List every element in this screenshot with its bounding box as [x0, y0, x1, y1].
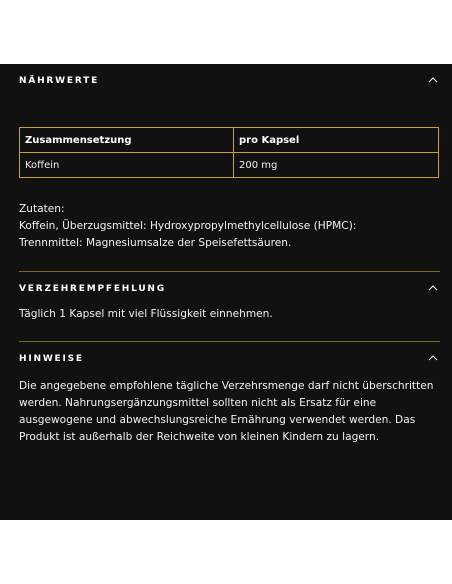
chevron-up-icon[interactable]: [426, 73, 440, 87]
section-naehrwerte-header[interactable]: [19, 64, 440, 102]
chevron-up-icon[interactable]: [426, 351, 440, 365]
table-header-cell: Zusammensetzung: [20, 128, 234, 153]
table-cell: Koffein: [20, 153, 234, 178]
hinweise-text: Die angegebene empfohlene tägliche Verzehrsmenge darf nicht überschritten werden. Nahrungsergänzungsmittel sollten nicht als Ersatz für eine ausgewogene und abwechslungsreiche Ernährung verwendet werden. Das Produkt ist außerhalb der Reichweite von kleinen Kindern zu lagern.: [19, 380, 434, 443]
table-cell: 200 mg: [234, 153, 439, 178]
chevron-up-icon[interactable]: [426, 281, 440, 295]
nutrition-table: [19, 127, 439, 178]
section-hinweise-title: HINWEISE: [19, 354, 84, 364]
ingredients-line: Trennmittel: Magnesiumsalze der Speisefettsäuren.: [19, 237, 292, 249]
table-header-cell: pro Kapsel: [234, 128, 439, 153]
section-verzehr-title: VERZEHREMPFEHLUNG: [19, 284, 166, 294]
table-row: [20, 153, 439, 178]
table-header-row: [20, 128, 439, 153]
product-info-panel: [0, 64, 452, 520]
verzehr-text: Täglich 1 Kapsel mit viel Flüssigkeit einnehmen.: [19, 308, 273, 320]
section-hinweise-header[interactable]: [19, 342, 440, 380]
section-naehrwerte-title: NÄHRWERTE: [19, 76, 100, 86]
ingredients-text: [19, 201, 440, 252]
ingredients-line: Koffein, Überzugsmittel: Hydroxypropylmethylcellulose (HPMC):: [19, 220, 357, 232]
ingredients-label: Zutaten:: [19, 203, 65, 215]
section-verzehr-header[interactable]: [19, 272, 440, 310]
